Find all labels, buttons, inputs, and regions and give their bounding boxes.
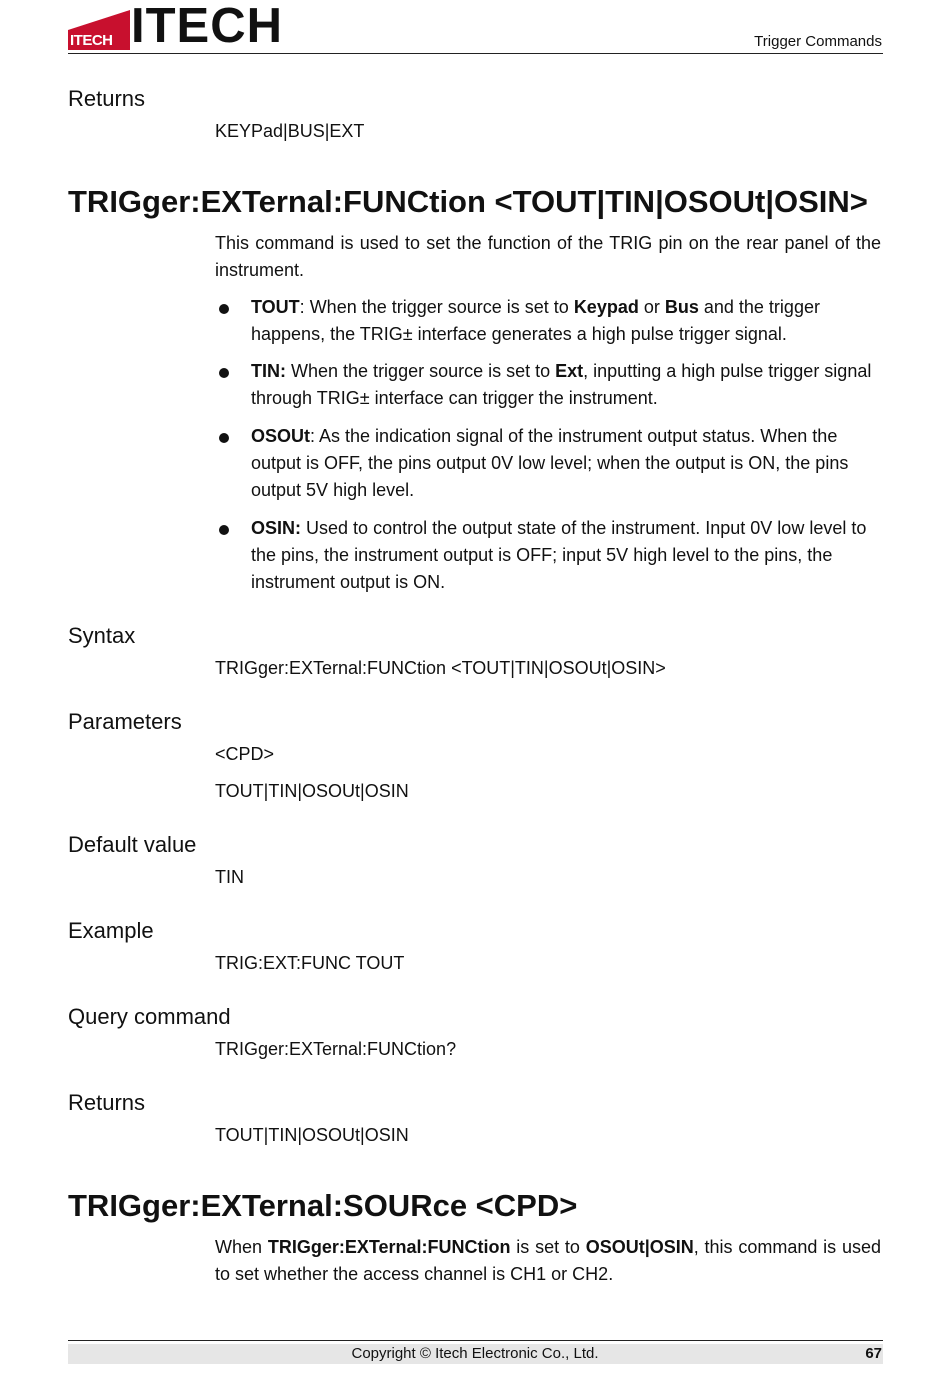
bullet-osin: OSIN: Used to control the output state of the instrument. Input 0V low level to the pins, the instrument output is OFF; input 5V high level to the pins, the instrument output is ON.	[215, 515, 881, 596]
bullet-term: TIN:	[251, 361, 286, 381]
bullet-term: TOUT	[251, 297, 300, 317]
command-heading-function: TRIGger:EXTernal:FUNCtion <TOUT|TIN|OSOUt|OSIN>	[68, 184, 868, 219]
header-divider	[68, 53, 883, 54]
parameters-label: Parameters	[68, 709, 182, 734]
logo-mark	[68, 10, 130, 50]
bullet-dot	[219, 304, 229, 314]
returns-value: TOUT|TIN|OSOUt|OSIN	[215, 1125, 409, 1145]
bullet-term: OSIN:	[251, 518, 302, 538]
logo-small-text: ITECH	[70, 32, 113, 49]
header-title: Trigger Commands	[754, 33, 882, 50]
default-value-label: Default value	[68, 832, 197, 857]
query-command-value: TRIGger:EXTernal:FUNCtion?	[215, 1039, 457, 1059]
bullet-dot	[219, 525, 229, 535]
syntax-value: TRIGger:EXTernal:FUNCtion <TOUT|TIN|OSOUt|OSIN>	[215, 658, 666, 678]
returns-label-top: Returns	[68, 86, 146, 111]
itech-logo	[68, 0, 298, 53]
bullet-term: OSOUt	[251, 426, 311, 446]
bullet-osout: OSOUt: As the indication signal of the instrument output status. When the output is OFF, the pins output 0V low level; when the output is ON, the pins output 5V high level.	[215, 423, 881, 504]
returns-value-top: KEYPad|BUS|EXT	[215, 121, 365, 141]
logo-wordmark: ITECH	[131, 0, 283, 53]
page-number: 67	[865, 1345, 882, 1362]
bullet-tin: TIN: When the trigger source is set to Ext, inputting a high pulse trigger signal through TRIG± interface can trigger the instrument.	[215, 358, 881, 412]
default-value: TIN	[215, 867, 244, 887]
query-command-label: Query command	[68, 1004, 231, 1029]
command-description: This command is used to set the function of the TRIG pin on the rear panel of the instrument.	[215, 233, 881, 280]
bullet-dot	[219, 368, 229, 378]
example-value: TRIG:EXT:FUNC TOUT	[215, 953, 405, 973]
footer-copyright: Copyright © Itech Electronic Co., Ltd.	[351, 1345, 599, 1362]
command-heading-source: TRIGger:EXTernal:SOURce <CPD>	[68, 1188, 578, 1223]
bullet-tout: TOUT: When the trigger source is set to Keypad or Bus and the trigger happens, the TRIG± interface generates a high pulse trigger signal.	[215, 294, 881, 348]
syntax-label: Syntax	[68, 623, 136, 648]
bullet-dot	[219, 433, 229, 443]
parameter-values: TOUT|TIN|OSOUt|OSIN	[215, 781, 409, 801]
returns-label: Returns	[68, 1090, 146, 1115]
footer-divider	[68, 1340, 883, 1341]
source-command-description: When TRIGger:EXTernal:FUNCtion is set to OSOUt|OSIN, this command is used to set whether the access channel is CH1 or CH2.	[215, 1237, 882, 1284]
parameter-type: <CPD>	[215, 744, 275, 764]
example-label: Example	[68, 918, 154, 943]
